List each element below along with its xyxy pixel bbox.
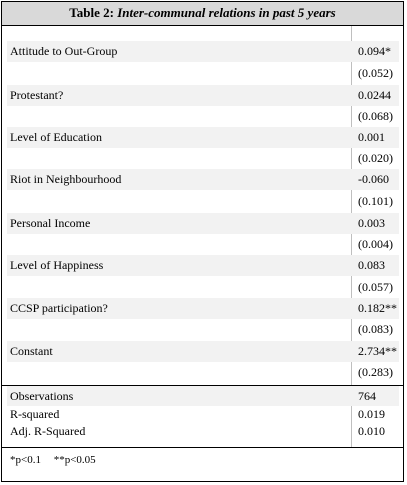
table-row-se <box>7 63 399 84</box>
stat-row <box>7 406 399 422</box>
footnote-significance-10: *p<0.1 <box>10 454 41 466</box>
row-standard-error: (0.004) <box>358 237 393 251</box>
row-label: Riot in Neighbourhood <box>10 172 122 186</box>
table-row <box>7 213 399 234</box>
table-title-text: Inter-communal relations in past 5 years <box>117 5 336 20</box>
row-standard-error: (0.068) <box>358 109 393 123</box>
row-coefficient: 0.001 <box>358 130 385 144</box>
row-coefficient: 0.094* <box>358 44 391 58</box>
table-title-prefix: Table 2: <box>69 5 114 20</box>
table-row-se <box>7 234 399 255</box>
table-row-se <box>7 106 399 127</box>
stat-label: R-squared <box>10 407 60 421</box>
stat-value: 0.019 <box>358 407 385 421</box>
row-coefficient: 2.734** <box>358 344 397 358</box>
stat-row <box>7 423 399 439</box>
row-standard-error: (0.083) <box>358 322 393 336</box>
regression-table <box>1 1 404 482</box>
row-label: Level of Happiness <box>10 258 104 272</box>
divider <box>2 447 403 448</box>
table-row <box>7 41 399 62</box>
row-label: Level of Education <box>10 130 102 144</box>
row-label: Attitude to Out-Group <box>10 44 118 58</box>
table-footnote <box>10 452 106 468</box>
table-row-se <box>7 191 399 212</box>
table-row-se <box>7 277 399 298</box>
table-row <box>7 85 399 106</box>
row-standard-error: (0.283) <box>358 365 393 379</box>
row-standard-error: (0.057) <box>358 280 393 294</box>
row-label: Protestant? <box>10 88 64 102</box>
table-row-se <box>7 362 399 383</box>
stat-value: 764 <box>358 389 376 403</box>
row-label: CCSP participation? <box>10 301 108 315</box>
row-coefficient: 0.083 <box>358 258 385 272</box>
row-standard-error: (0.101) <box>358 194 393 208</box>
row-standard-error: (0.052) <box>358 66 393 80</box>
stat-value: 0.010 <box>358 424 385 438</box>
table-row-se <box>7 148 399 169</box>
table-title <box>2 2 403 26</box>
row-coefficient: 0.003 <box>358 216 385 230</box>
row-coefficient: 0.182** <box>358 301 397 315</box>
row-label: Constant <box>10 344 53 358</box>
row-coefficient: 0.0244 <box>358 88 391 102</box>
stat-row <box>7 386 399 406</box>
row-label: Personal Income <box>10 216 91 230</box>
row-coefficient: -0.060 <box>358 172 389 186</box>
footnote-significance-05: **p<0.05 <box>53 454 96 466</box>
stat-label: Adj. R-Squared <box>10 424 86 438</box>
table-row <box>7 255 399 276</box>
table-row <box>7 298 399 319</box>
table-row <box>7 341 399 362</box>
table-row-se <box>7 319 399 340</box>
table-row <box>7 127 399 148</box>
stat-label: Observations <box>10 389 74 403</box>
table-row <box>7 169 399 190</box>
row-standard-error: (0.020) <box>358 151 393 165</box>
